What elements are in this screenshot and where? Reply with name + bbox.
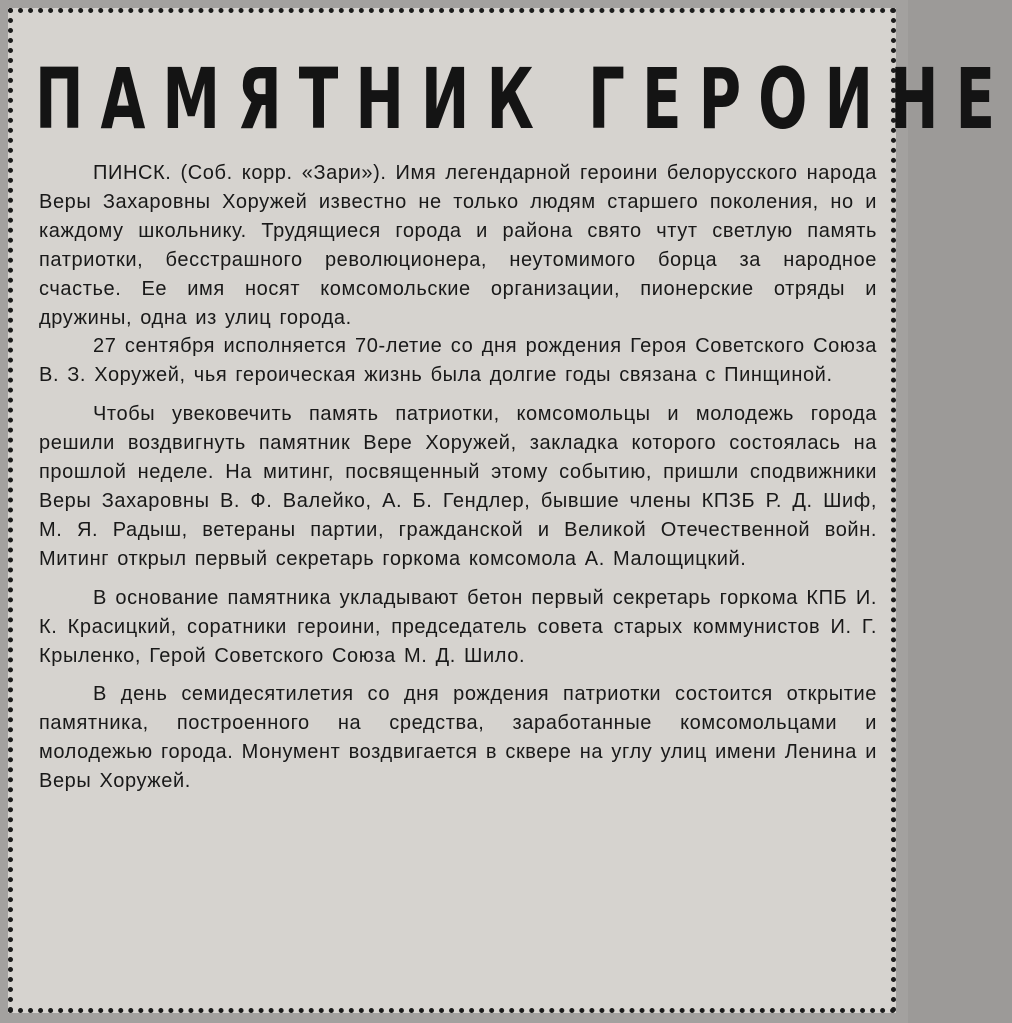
article-paragraph: 27 сентября исполняется 70-летие со дня рождения Героя Советского Союза В. З. Хоружей, чья героическая жизнь была долгие годы связана с Пинщиной.: [39, 335, 877, 387]
headline: ПАМЯТНИК ГЕРОИНЕ: [35, 49, 1012, 149]
article-paragraph: ПИНСК. (Соб. корр. «Зари»). Имя легендарной героини белорусского народа Веры Захаровны Хоружей известно не только людям старшего поколения, но и каждому школьнику. Трудящиеся города и района свято чтут светлую память патриотки, бесстрашного революционера, неутомимого борца за народное счастье. Ее имя носят комсомольские организации, пионерские отряды и дружины, одна из улиц города.: [39, 162, 877, 329]
article-body: [39, 159, 877, 796]
newspaper-clipping: [8, 8, 1012, 1013]
article-paragraph: Чтобы увековечить память патриотки, комсомольцы и молодежь города решили воздвигнуть памятник Вере Хоружей, закладка которого состоялась на прошлой неделе. На митинг, посвященный этому событию, пришли сподвижники Веры Захаровны В. Ф. Валейко, А. Б. Гендлер, бывшие члены КПЗБ Р. Д. Шиф, М. Я. Радыш, ветераны партии, гражданской и Великой Отечественной войн. Митинг открыл первый секретарь горкома комсомола А. Малощицкий.: [39, 403, 877, 570]
article-paragraph: В основание памятника укладывают бетон первый секретарь горкома КПБ И. К. Красицкий, соратники героини, председатель совета старых коммунистов И. Г. Крыленко, Герой Советского Союза М. Д. Шило.: [39, 586, 877, 667]
article-paragraph: В день семидесятилетия со дня рождения патриотки состоится открытие памятника, построенного на средства, заработанные комсомольцами и молодежью города. Монумент воздвигается в сквере на углу улиц имени Ленина и Веры Хоружей.: [39, 683, 877, 793]
